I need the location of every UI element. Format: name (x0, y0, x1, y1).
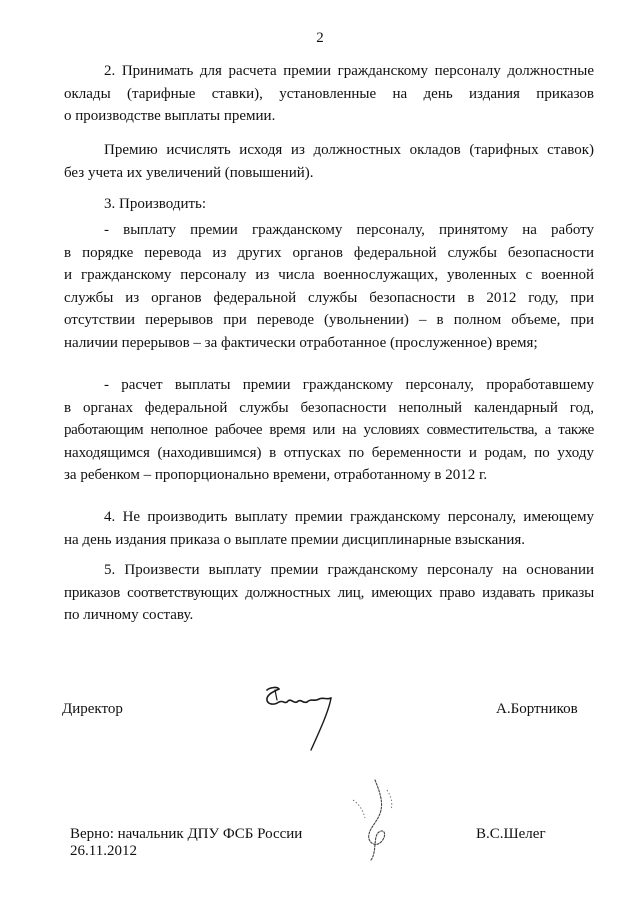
text-line: - выплату премии гражданскому персоналу, принятому на работу (104, 222, 594, 238)
text-line: на день издания приказа о выплате премии дисциплинарные взыскания. (64, 531, 526, 548)
text-line: по личному составу. (64, 607, 194, 623)
text-line: - расчет выплаты премии гражданскому персоналу, проработавшему (104, 377, 594, 393)
paragraph-3b (64, 374, 594, 487)
paragraph-2b (64, 139, 594, 184)
signer-name: А.Бортников (496, 701, 578, 717)
text-line: работающим неполное рабочее время или на условиях совместительства, а также (64, 422, 594, 438)
text-line: находящимся (находившимся) в отпусках по беременности и родам, по уходу (64, 444, 594, 461)
text-line: Премию исчислять исходя из должностных окладов (тарифных ставок) (104, 142, 594, 158)
text-line: за ребенком – пропорционально времени, отработанному в 2012 г. (64, 467, 488, 483)
certification-signature (335, 770, 415, 870)
text-line: оклады (тарифные ставки), установленные на день издания приказов (64, 85, 594, 102)
certification-date: 26.11.2012 (70, 843, 137, 859)
page-number: 2 (316, 30, 324, 46)
text-line: наличии перерывов – за фактически отработанное (прослуженное) время; (64, 334, 538, 351)
text-line: и гражданскому персоналу из числа военнослужащих, уволенных с военной (64, 267, 594, 283)
signer-title: Директор (62, 701, 123, 717)
text-line: 3. Производить: (104, 196, 207, 212)
text-line: приказов соответствующих должностных лиц, имеющих право издавать приказы (64, 584, 594, 601)
paragraph-2 (64, 60, 594, 128)
handwritten-signature (255, 680, 345, 760)
text-line: службы из органов федеральной службы безопасности в 2012 году, при (64, 289, 594, 306)
text-line: без учета их увеличений (повышений). (64, 164, 314, 181)
text-line: о производстве выплаты премии. (64, 108, 276, 124)
text-line: 5. Произвести выплату премии гражданскому персоналу на основании (104, 562, 594, 578)
certification-line: Верно: начальник ДПУ ФСБ России (70, 826, 303, 842)
text-line: в органах федеральной службы безопасности неполный календарный год, (64, 399, 594, 416)
paragraph-4 (64, 506, 594, 551)
text-line: отсутствии перерывов при переводе (увольнении) – в полном объеме, при (64, 312, 594, 328)
text-line: 2. Принимать для расчета премии гражданскому персоналу должностные (104, 63, 594, 79)
paragraph-3 (64, 193, 594, 216)
paragraph-3a (64, 219, 594, 354)
certifier-name: В.С.Шелег (476, 826, 546, 842)
text-line: 4. Не производить выплату премии гражданскому персоналу, имеющему (104, 509, 594, 525)
text-line: в порядке перевода из других органов федеральной службы безопасности (64, 244, 594, 261)
paragraph-5 (64, 559, 594, 627)
